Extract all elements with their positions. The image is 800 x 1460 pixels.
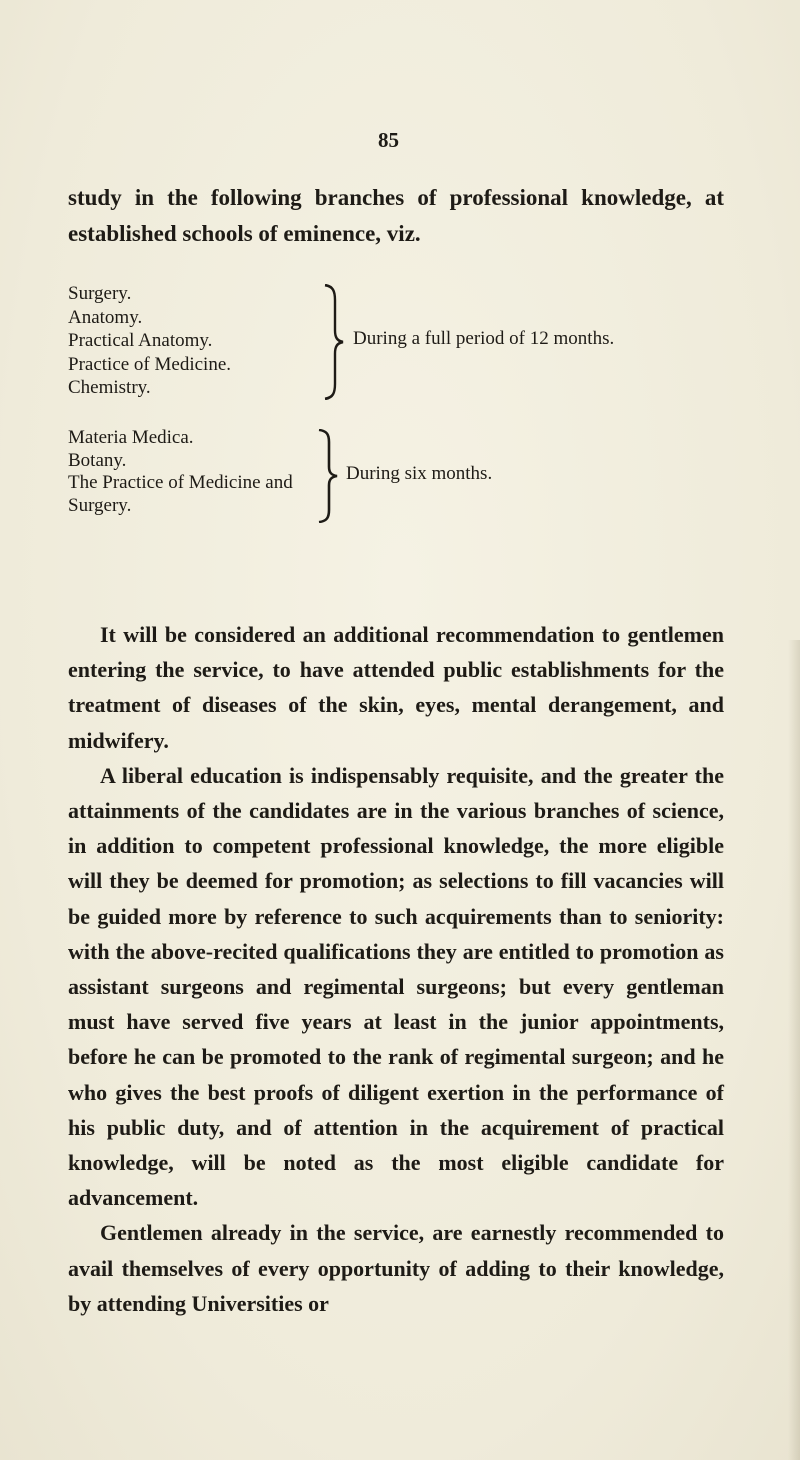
subject-item: Practice of Medicine. [68, 353, 232, 375]
subject-item: Botany. [68, 449, 127, 471]
period-label: During a full period of 12 months. [353, 328, 615, 349]
subject-item: Materia Medica. [68, 427, 194, 448]
right-brace-icon [317, 429, 339, 523]
right-brace-icon [323, 284, 345, 400]
subject-item: Chemistry. [68, 377, 151, 398]
subject-list [68, 282, 231, 400]
subject-list [68, 427, 293, 517]
period-label: During six months. [346, 463, 493, 484]
intro-paragraph: study in the following branches of professional knowledge, at established schools of eminence, viz. [68, 185, 724, 246]
subject-item: Anatomy. [68, 306, 143, 328]
body-text [68, 617, 724, 1321]
paragraph: Gentlemen already in the service, are earnestly recommended to avail themselves of every opportunity of adding to their knowledge, by attending Universities or [68, 1220, 724, 1316]
page-number: 85 [378, 128, 399, 152]
subject-item: Surgery. [68, 283, 132, 304]
page-edge-shadow [788, 640, 800, 1460]
paragraph: It will be considered an additional recommendation to gentlemen entering the service, to have attended public establishments for the treatment of diseases of the skin, eyes, mental derangement, and midwifery. [68, 622, 724, 753]
subject-item: The Practice of Medicine and [68, 472, 293, 493]
subject-item: Practical Anatomy. [68, 330, 213, 351]
subjects-group-six-months [68, 427, 493, 517]
subjects-group-twelve-months [68, 282, 615, 400]
subject-item: Surgery. [68, 494, 132, 516]
paragraph: A liberal education is indispensably requisite, and the greater the attainments of the candidates are in the various branches of science, in addition to competent professional knowledge, the more eligible will they be deemed for promotion; as selections to fill vacancies will be guided more by reference to such acquirements than to seniority: with the above-recited qualifications they are entitled to promotion as assistant surgeons and regimental surgeons; but every gentleman must have served five years at least in the junior appointments, before he can be promoted to the rank of regimental surgeon; and he who gives the best proofs of diligent exertion in the performance of his public duty, and of attention in the acquirement of practical knowledge, will be noted as the most eligible candidate for advancement. [68, 762, 724, 1211]
